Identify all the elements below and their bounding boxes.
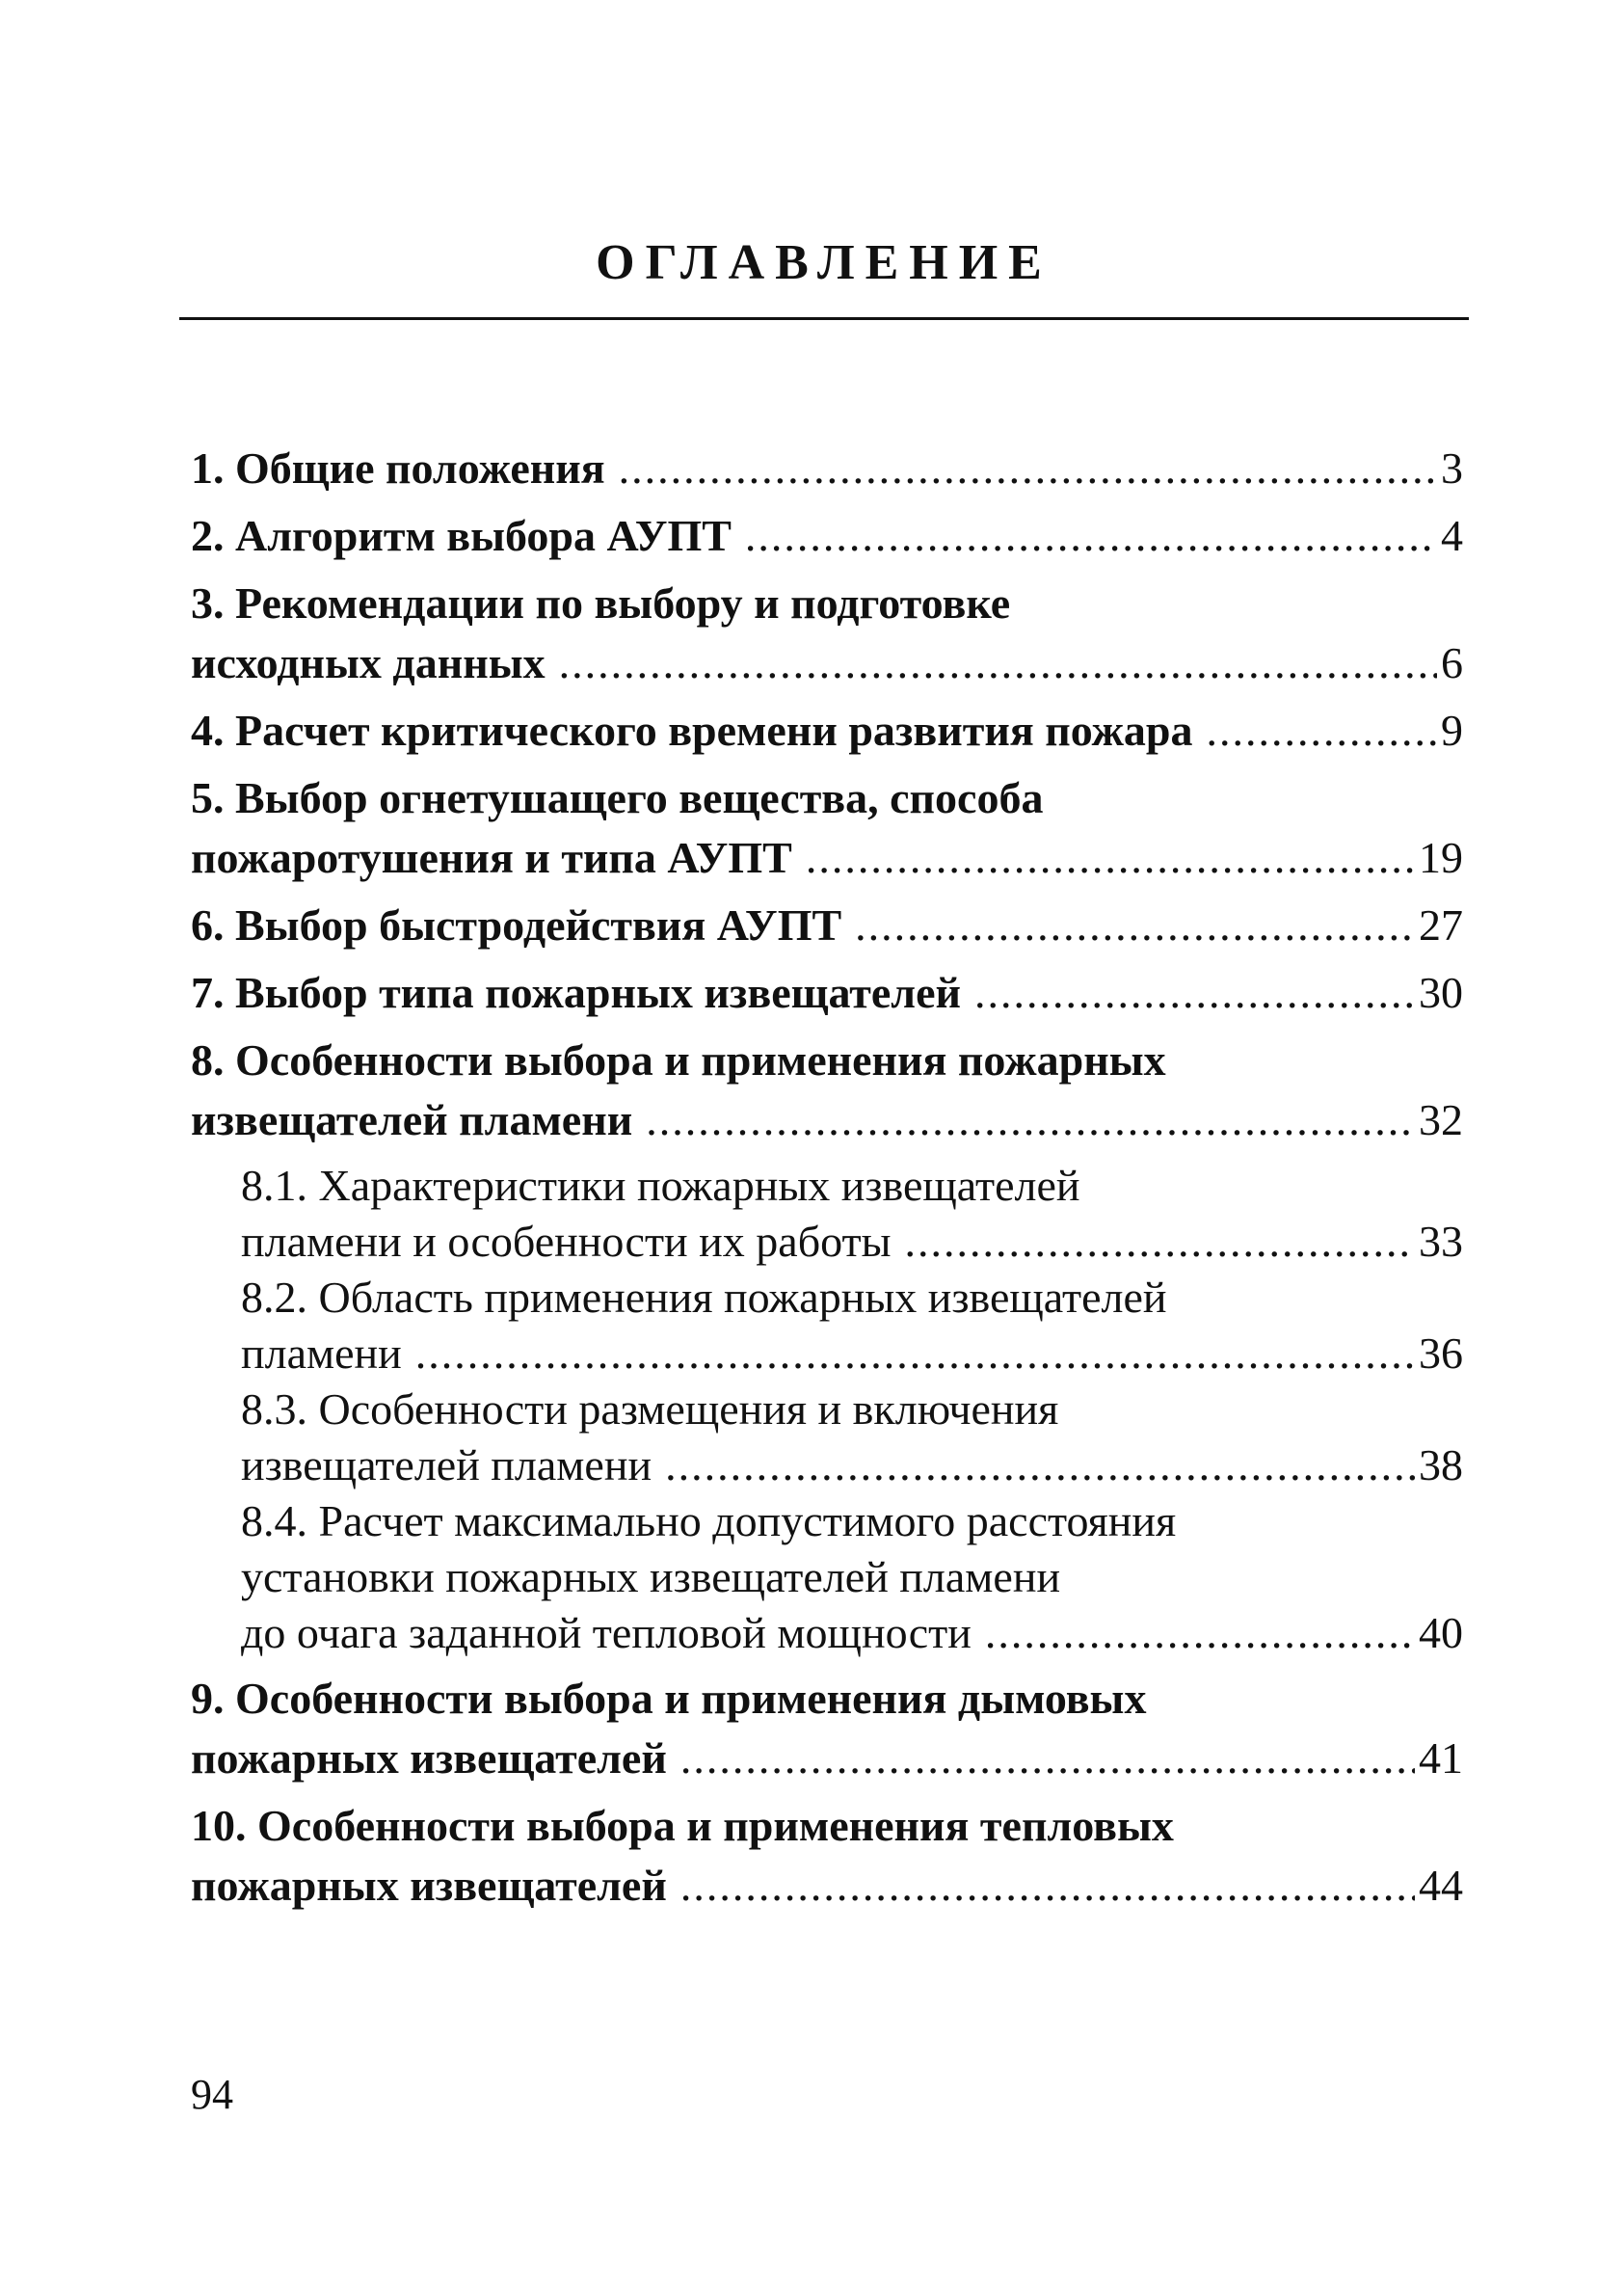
- dot-leader: [680, 1729, 1415, 1788]
- dot-leader: [680, 1856, 1415, 1916]
- toc-entry-title-continued: извещателей пламени: [241, 1440, 652, 1489]
- dot-leader: [1207, 701, 1437, 761]
- toc-subentry-8-2: [191, 1270, 1463, 1381]
- toc-page-number: 32: [1419, 1095, 1463, 1144]
- toc-entry-title: 8.4. Расчет максимально допустимого расстояния: [241, 1496, 1177, 1545]
- dot-leader: [646, 1090, 1415, 1150]
- toc-subentry-8-3: [191, 1381, 1463, 1493]
- toc-subentry-8-4: [191, 1493, 1463, 1661]
- dot-leader: [619, 439, 1437, 498]
- toc-entry-title-continued: пламени и особенности их работы: [241, 1217, 892, 1266]
- toc-entry-title: 5. Выбор огнетушащего вещества, способа: [191, 773, 1044, 822]
- toc-entry-title-continued: извещателей пламени: [191, 1095, 633, 1144]
- toc-entry-3: [191, 574, 1463, 693]
- dot-leader: [745, 506, 1437, 566]
- toc-page-number: 41: [1419, 1733, 1463, 1783]
- page-number: 94: [191, 2071, 233, 2118]
- toc-entry-title: 8.2. Область применения пожарных извещателей: [241, 1273, 1167, 1322]
- toc-subentry-8-1: [191, 1158, 1463, 1270]
- page-title: ОГЛАВЛЕНИЕ: [596, 235, 1052, 290]
- toc-entry-title-continued: пламени: [241, 1328, 402, 1378]
- toc-page-number: 9: [1441, 706, 1463, 755]
- toc-page-number: 36: [1419, 1328, 1463, 1378]
- toc-page-number: 27: [1419, 900, 1463, 950]
- dot-leader: [855, 896, 1415, 955]
- toc-entry-title-continued: до очага заданной тепловой мощности: [241, 1608, 972, 1657]
- dot-leader: [559, 633, 1437, 693]
- toc-entry-4: [191, 701, 1463, 761]
- toc-entry-title-continued: пожарных извещателей: [191, 1733, 667, 1783]
- toc-entry-5: [191, 768, 1463, 888]
- toc-entry-title: 8. Особенности выбора и применения пожарных: [191, 1035, 1166, 1085]
- toc-page-number: 33: [1419, 1217, 1463, 1266]
- toc-entry-title-continued: пожарных извещателей: [191, 1861, 667, 1910]
- toc-entry-title: 3. Рекомендации по выбору и подготовке: [191, 578, 1011, 628]
- toc-page-number: 40: [1419, 1608, 1463, 1657]
- toc-page-number: 19: [1419, 833, 1463, 882]
- dot-leader: [905, 1214, 1415, 1270]
- toc-entry-title: 1. Общие положения: [191, 443, 605, 493]
- dot-leader: [665, 1437, 1415, 1493]
- toc-entry-title: 8.3. Особенности размещения и включения: [241, 1384, 1059, 1434]
- toc-entry-title: 10. Особенности выбора и применения тепловых: [191, 1801, 1174, 1850]
- toc-page-number: 6: [1441, 638, 1463, 687]
- dot-leader: [974, 963, 1415, 1023]
- dot-leader: [806, 828, 1415, 888]
- toc-entry-8: [191, 1031, 1463, 1150]
- toc-page-number: 44: [1419, 1861, 1463, 1910]
- dot-leader: [415, 1326, 1415, 1381]
- dot-leader: [985, 1605, 1415, 1661]
- toc-entry-title: 2. Алгоритм выбора АУПТ: [191, 511, 732, 560]
- toc-page-number: 3: [1441, 443, 1463, 493]
- toc-entry-10: [191, 1796, 1463, 1916]
- toc-entry-title-continued: пожаротушения и типа АУПТ: [191, 833, 792, 882]
- table-of-contents: [191, 439, 1463, 1923]
- toc-page-number: 38: [1419, 1440, 1463, 1489]
- title-rule: [179, 317, 1469, 320]
- toc-entry-7: [191, 963, 1463, 1023]
- toc-page-number: 4: [1441, 511, 1463, 560]
- toc-entry-title-continued: исходных данных: [191, 638, 546, 687]
- toc-entry-title: 8.1. Характеристики пожарных извещателей: [241, 1161, 1080, 1210]
- toc-entry-title-continued: установки пожарных извещателей пламени: [241, 1552, 1061, 1601]
- toc-entry-9: [191, 1669, 1463, 1788]
- toc-page-number: 30: [1419, 968, 1463, 1017]
- toc-entry-title: 9. Особенности выбора и применения дымовых: [191, 1674, 1147, 1723]
- toc-entry-title: 6. Выбор быстродействия АУПТ: [191, 900, 842, 950]
- toc-entry-6: [191, 896, 1463, 955]
- toc-entry-2: [191, 506, 1463, 566]
- toc-entry-1: [191, 439, 1463, 498]
- toc-entry-title: 7. Выбор типа пожарных извещателей: [191, 968, 962, 1017]
- toc-entry-title: 4. Расчет критического времени развития пожара: [191, 706, 1193, 755]
